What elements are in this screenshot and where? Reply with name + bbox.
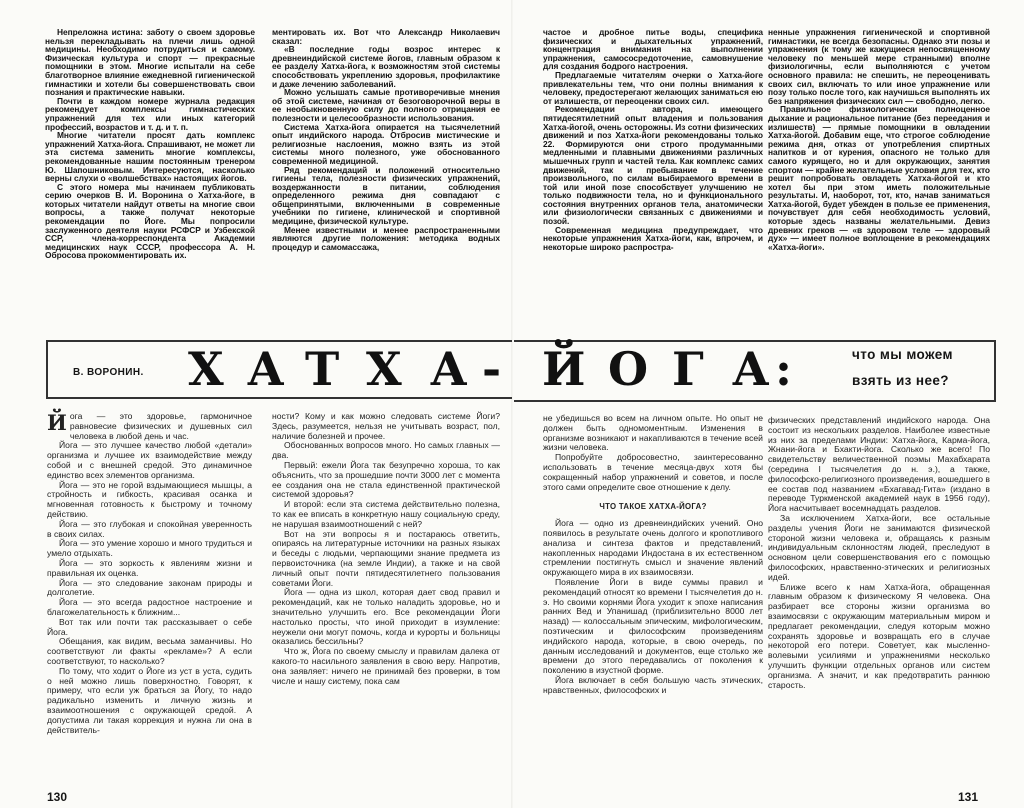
paragraph: Йога — это зоркость к явлениям жизни и правильная их оценка. xyxy=(47,557,252,578)
intro-column-4 xyxy=(768,28,990,251)
page-number-left: 130 xyxy=(47,790,68,804)
paragraph: частое и дробное питье воды, специфика физических и дыхательных упражнений, концентрация внимания на выполнении упражнения, самососредоточение, самовнушение для создания бодрого настроения. xyxy=(543,27,763,72)
article-column-3 xyxy=(543,414,763,696)
paragraph: Почти в каждом номере журнала редакция рекомендует комплексы гимнастических упражнений для тех или иных категорий профессий, возрастов и т. д. и т. п. xyxy=(45,95,255,132)
article-column-4 xyxy=(768,416,990,690)
article-column-1-body xyxy=(47,412,252,735)
article-author: В. ВОРОНИН. xyxy=(73,367,144,378)
headline-letter: Х xyxy=(188,342,224,396)
paragraph: Вот так или почти так рассказывает о себе Йога. xyxy=(47,616,252,637)
section-heading: ЧТО ТАКОЕ ХАТХА-ЙОГА? xyxy=(599,502,707,512)
paragraph: ментировать их. Вот что Александр Николаевич сказал: xyxy=(272,27,500,46)
headline-letter: О xyxy=(608,342,649,396)
paragraph: Предлагаемые читателям очерки о Хатха-йоге привлекательны тем, что они полны внимания к человеку, предостерегают желающих заниматься ею от излишеств, от переоценки своих сил. xyxy=(543,69,763,106)
paragraph: ности? Кому и как можно следовать системе Йоги? Здесь, разумеется, нельзя не учитывать возраст, пол, наличие болезней и прочее. xyxy=(272,411,500,441)
paragraph: Можно услышать самые противоречивые мнения об этой системе, начиная от безоговорочной веры в ее необыкновенную силу до полного отрицания ее полезности и целесообразности использования. xyxy=(272,87,500,123)
headline-letter: Г xyxy=(672,342,704,396)
paragraph: Йога — это следование законам природы и долголетие. xyxy=(47,577,252,598)
paragraph: Йога — это всегда радостное настроение и благожелательность к ближним... xyxy=(47,597,252,617)
paragraph: Попробуйте добросовестно, заинтересованно использовать в течение месяца-двух хотя бы сокращенный набор упражнений и советов, и после этого сами определите свое отношение к делу. xyxy=(543,452,763,492)
paragraph: С этого номера мы начинаем публиковать серию очерков В. И. Воронина о Хатха-йоге, в которых читатели найдут ответы на многие свои вопросы, а также получат некоторые рекомендации по Йоге. Мы попросили заслуженного деятеля науки РСФСР и Узбекской ССР, члена-корреспондента Академии медицинских наук СССР, профессора А. Н. Обросова прокомментировать их. xyxy=(45,181,255,261)
article-column-1 xyxy=(47,412,252,735)
paragraph: Появление Йоги в виде суммы правил и рекомендаций относят ко времени I тысячелетия до н. э. Но своими корнями Йога уходит к эпохе написания ранних Вед и Упанишад (приблизительно 8000 лет назад) — колоссальным эпическим, мифологическим, поэтическим и философским произведениям индийского народа, которые, в свою очередь, по данным исследований и документов, еще столько же времени до этого передавались от поколения к поколению в изустной форме. xyxy=(543,576,763,676)
headline-title-left xyxy=(0,342,512,396)
headline-subtitle-line-1: что мы можем xyxy=(852,347,953,362)
paragraph: По тому, что ходит о Йоге из уст в уста, судить о ней можно лишь поверхностно. Говорят, к примеру, что если уж браться за Йогу, то надо радикально изменить и личную жизнь и взаимоотношения с окружающей средой. А допустима ли такая коррекция и нужна ли она в действитель- xyxy=(47,665,252,735)
drop-cap: Й xyxy=(47,410,67,435)
paragraph: Первый: ежели Йога так безупречно хороша, то как объяснить, что за прошедшие почти 3000 лет с момента ее создания она не стала единственной практической системой здоровья? xyxy=(272,459,500,500)
paragraph: Правильное физиологически полноценное дыхание и рациональное питание (без переедания и излишеств) — прямые помощники в овладении Хатха-йогой. Добавим еще, что строгое соблюдение режима дня, отказ от употребления спиртных напитков и от курения, опасного не только для самого курящего, но и для окружающих, занятия спортом — крайне желательные условия для тех, кто решит попробовать овладеть Хатха-йогой и кто хотел бы при этом иметь положительные результаты. И, наоборот, тот, кто, начав заниматься Хатха-йогой, будет убежден в пользе ее применения, почувствует для себя необходимость условий, которые здесь названы желательными. Девиз древних греков — «в здоровом теле — здоровый дух» — имеет полное воплощение в рекомендациях «Хатха-йоги». xyxy=(768,104,990,252)
paragraph: не убедишься во всем на личном опыте. Но опыт не должен быть одномоментным. Изменения в организме возникают и накапливаются в течение всей жизни человека. xyxy=(543,413,763,453)
paragraph: Йога включает в себя большую часть этических, нравственных, философских и xyxy=(543,674,763,695)
paragraph: физических представлений индийского народа. Она состоит из нескольких разделов. Наиболее известные из них за пределами Индии: Хатха-йога, Карма-йога, Жнани-йога и Бхакти-йога. Сколько же всего! По свидетельству величественной поэмы Махабхарата (середина I тысячелетия до н. э.), а также, философско-религиозного произведения, вошедшего в ее состав под названием «Бхагавад-Гита» (издано в переводе Туркменской академией наук в 1956 году), Йога насчитывает восемнадцать разделов. xyxy=(768,415,990,514)
paragraph: Йога — это лучшее качество любой «детали» организма и лучшее их взаимодействие между собой и с внешней средой. Это динамичное единство всех элементов организма. xyxy=(47,440,252,480)
paragraph: Обоснованных вопросов много. Но самых главных — два. xyxy=(272,440,500,461)
paragraph: Непреложна истина: заботу о своем здоровье нельзя перекладывать на плечи лишь одной медицины. Необходимо потрудиться и самому. Физическая культура и спорт — прекрасные помощники в этом. Многие испытали на себе благотворное влияние ежедневной гигиенической гимнастики и хотели бы совершенствовать свои познания и практические навыки. xyxy=(45,27,255,98)
paragraph: Вот на эти вопросы я и постараюсь ответить, опираясь на литературные источники на разных языках и беседы с людьми, черпающими знание предмета из первоисточника (на земле Индии), а также и на свой личный опыт почти пятидесятилетнего пользования советами Йоги. xyxy=(272,528,500,588)
headline-letter: Й xyxy=(542,342,586,396)
paragraph: Многие читатели просят дать комплекс упражнений Хатха-йога. Спрашивают, не может ли эта система заменить многие комплексы, рекомендованные нашим постоянным тренером Ю. Шапошниковым. Интересуются, насколько верны слухи о «волшебствах» настоящих йогов. xyxy=(45,130,255,184)
paragraph: Современная медицина предупреждает, что некоторые упражнения Хатха-йоги, как, впрочем, и некоторые широко распростра- xyxy=(543,224,763,252)
article-column-2 xyxy=(272,412,500,686)
headline-letter: Х xyxy=(366,342,402,396)
page-gutter xyxy=(511,0,513,808)
paragraph: Йога — это глубокая и спокойная уверенность в своих силах. xyxy=(47,518,252,539)
paragraph: Йога — это умение хорошо и много трудиться и умело отдыхать. xyxy=(47,538,252,559)
headline-letter: Т xyxy=(305,342,340,396)
band-bottom-rule-right xyxy=(514,400,996,402)
intro-column-3 xyxy=(543,28,763,251)
paragraph: Ряд рекомендаций и положений относительно гигиены тела, полезности физических упражнений, воздержанности в питании, соблюдения определенного режима дня совпадают с общепринятыми, включенными в современные учебники по гигиене, клинической и спортивной медицине, физической культуре. xyxy=(272,164,500,227)
paragraph: Йога — это не горой вздымающиеся мышцы, а стройность и гибкость, красивая осанка и мгновенная готовность к быстрому и точному действию. xyxy=(47,479,252,519)
headline-letter: А xyxy=(430,342,468,396)
paragraph: Менее известными и менее распространенными являются другие положения: методика водных процедур и самомассажа, xyxy=(272,224,500,252)
paragraph: И второй: если эта система действительно полезна, то как ее вписать в конкретную нашу социальную среду, не нарушая взаимоотношений с ней? xyxy=(272,499,500,529)
headline-letter: А xyxy=(247,342,285,396)
headline-letter: - xyxy=(482,342,502,396)
paragraph: Обещания, как видим, весьма заманчивы. Но соответствуют ли факты «рекламе»? А если соответствуют, то насколько? xyxy=(47,636,252,666)
paragraph: ненные упражнения гигиенической и спортивной гимнастики, не всегда безопасны. Однако эти позы и упражнения (к тому же кажущиеся непосвященному человеку по меньшей мере странными) вполне физиологичны, если выполняются с учетом основного правила: не спешить, не переоценивать своих сил, включать то или иное упражнение или позу только после того, как научишься выполнять их без напряжения физических сил — свободно, легко. xyxy=(768,27,990,106)
headline-subtitle-line-2: взять из нее? xyxy=(852,373,949,388)
headline-letter: А xyxy=(732,342,770,396)
article-column-3-section xyxy=(543,519,763,695)
paragraph: Рекомендации автора, имеющего пятидесятилетний опыт владения и пользования Хатха-йогой, очень осторожны. Из сотни физических движений и поз Хатха-йоги рекомендованы только 22. Формируются они строго продуманными медленными и плавными движениями различных мышечных групп и частей тела. Как комплекс самих движений, так и пребывание в течение произвольного, по силам выбираемого времени в той или иной позе способствует улучшению не только подвижности тела, но и функционального состояния внутренних органов тела, анатомически или физиологически связанных с движениями и позой. xyxy=(543,104,763,227)
paragraph: За исключением Хатха-йоги, все остальные разделы учения Йоги не занимаются физической стороной жизни человека и, обращаясь к разным индивидуальным склонностям людей, преследуют в основном цели совершенствования его с помощью философских, нравственно-этических и религиозных идей. xyxy=(768,512,990,582)
page-number-right: 131 xyxy=(958,790,979,804)
intro-column-2 xyxy=(272,28,500,251)
intro-column-1 xyxy=(45,28,255,260)
paragraph: Система Хатха-йога опирается на тысячелетний опыт индийского народа. Отбросив мистические и религиозные наслоения, можно взять из этой системы много полезного, уже обоснованного современной медициной. xyxy=(272,121,500,166)
paragraph: Что ж, Йога по своему смыслу и правилам далека от какого-то насильного заявления в свою веру. Напротив, она заявляет: ничего не принимай без проверки, в том числе и нашу систему, пока сам xyxy=(272,646,500,686)
paragraph: Йога — одно из древнеиндийских учений. Оно появилось в результате очень долгого и кропотливого анализа и синтеза фактов и представлений, накопленных народами Индостана в их естественном стремлении постигнуть смысл и значение явлений окружающего мира в их взаимосвязи. xyxy=(543,518,763,578)
paragraph: «В последние годы возрос интерес к древнеиндийской системе йогов, главным образом к ее разделу Хатха-йога, к возможностям этой системы способствовать укреплению здоровья, профилактике и даже лечению заболеваний. xyxy=(272,44,500,89)
paragraph: Йога — одна из школ, которая дает свод правил и рекомендаций, как не только наладить здоровье, но и значительно улучшить его. Все рекомендации Йоги настолько просты, что иной приходит в изумление: неужели они могут помочь, когда и курорты и больницы оказались бессильны? xyxy=(272,587,500,647)
band-bottom-rule-left xyxy=(46,397,512,399)
article-column-3-body xyxy=(543,414,763,492)
paragraph: Ближе всего к нам Хатха-йога, обращенная главным образом к физическому Я человека. Она разбирает все стороны жизни организма во взаимосвязи с окружающим материальным миром и предлагает рекомендации, следуя которым можно сохранять здоровье и возвращать его в случае некоторой его потери. Советует, как мысленно-волевыми усилиями и упражнениями несколько улучшить функции отдельных органов или систем организма. А значит, и как предотвратить раннюю старость. xyxy=(768,581,990,690)
paragraph: ога — это здоровье, гармоничное равновесие физических и душевных сил человека в любой день и час. xyxy=(69,411,252,441)
headline-letter: : xyxy=(775,342,792,396)
